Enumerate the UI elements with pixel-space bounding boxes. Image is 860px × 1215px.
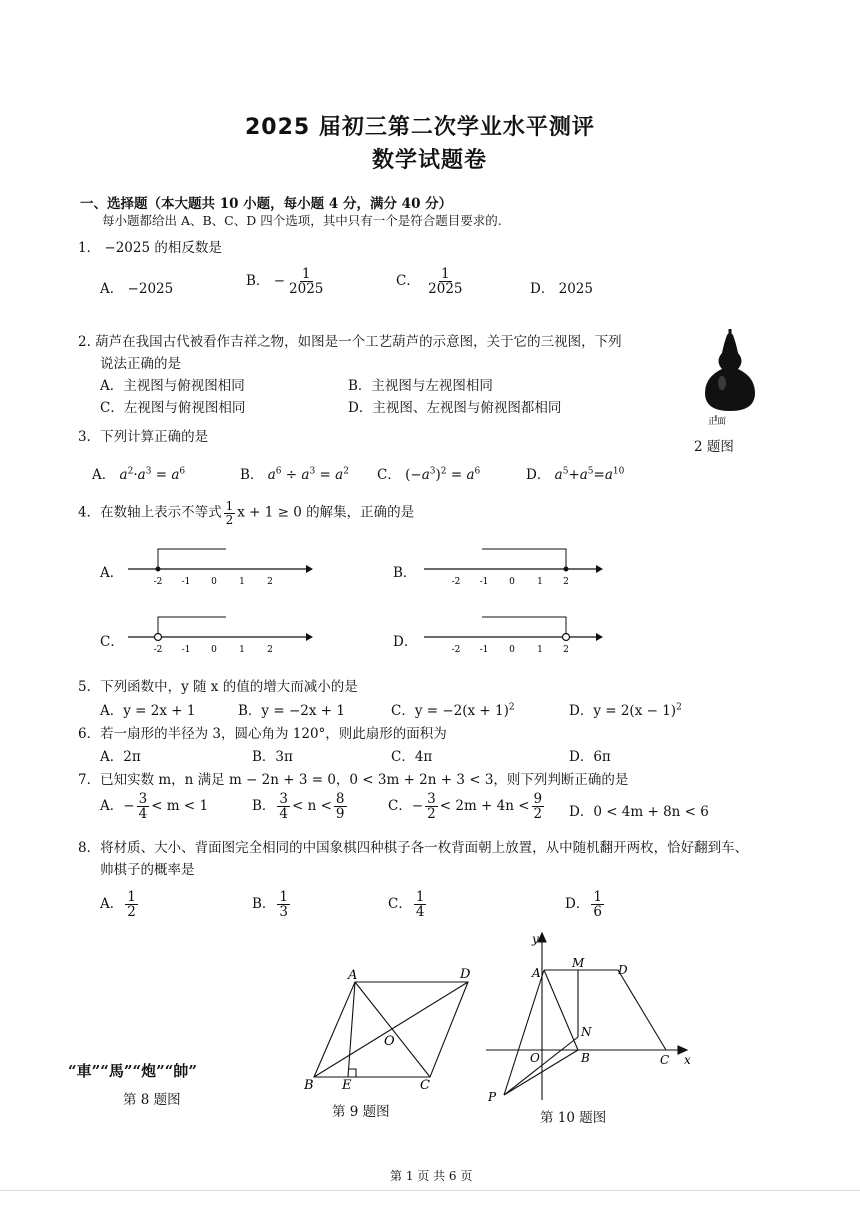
q5-option-b: B．y = −2x + 1: [238, 703, 345, 719]
q2-stem-line2: 说法正确的是: [100, 356, 181, 372]
q4-label-b: B．: [393, 565, 417, 581]
segment-ab: [544, 970, 578, 1050]
svg-text:1: 1: [537, 577, 543, 587]
q6-option-c: C．4π: [391, 749, 433, 765]
q2-caption: 2 题图: [694, 439, 734, 455]
svg-text:-2: -2: [153, 645, 163, 655]
q5-stem: 5．下列函数中，y 随 x 的值的增大而减小的是: [78, 679, 358, 695]
svg-text:C: C: [420, 1078, 430, 1093]
svg-text:2: 2: [563, 645, 569, 655]
y-axis-arrow: [538, 933, 546, 942]
diagonal-bd: [314, 982, 468, 1077]
q2-option-d: D．主视图、左视图与俯视图都相同: [348, 400, 562, 416]
svg-text:-2: -2: [451, 577, 461, 587]
q1-stem: 1． −2025 的相反数是: [78, 240, 222, 256]
q8-option-b: B． $\frac{1}{3}$: [252, 889, 289, 921]
segment-adc: [544, 970, 666, 1050]
q7-option-b: B． $\frac{3}{4}$ < n < $\frac{8}{9}$: [252, 791, 345, 823]
svg-text:A: A: [532, 966, 541, 980]
q3-option-a: A． $a^2\cdot a^3 = a^6$: [92, 466, 186, 483]
q4-numberline-a: [128, 540, 313, 590]
segment-pb: [504, 1050, 578, 1095]
q5-option-c: C．$y = -2(x + 1)^2$: [391, 702, 515, 719]
svg-text:E: E: [342, 1078, 352, 1093]
svg-text:0: 0: [509, 577, 515, 587]
q8-caption: 第 8 题图: [123, 1092, 181, 1108]
svg-text:2: 2: [267, 645, 273, 655]
q7-stem: 7．已知实数 m，n 满足 m − 2n + 3 = 0，0 < 3m + 2n + 3 < 3，则下列判断正确的是: [78, 772, 629, 788]
svg-text:0: 0: [211, 645, 217, 655]
q6-option-d: D．6π: [569, 749, 611, 765]
q5-option-a: A．y = 2x + 1: [100, 703, 196, 719]
svg-text:x: x: [684, 1053, 691, 1067]
q4-numberline-c: [128, 608, 313, 658]
q2-option-a: A．主视图与俯视图相同: [100, 378, 245, 394]
svg-text:1: 1: [537, 645, 543, 655]
svg-text:M: M: [572, 956, 585, 970]
q3-option-d: D． $a^5+a^5=a^{10}$: [526, 466, 625, 483]
q8-option-c: C． $\frac{1}{4}$: [388, 889, 425, 921]
q4-label-a: A．: [100, 565, 124, 581]
q8-stem-line1: 8．将材质、大小、背面图完全相同的中国象棋四种棋子各一枚背面朝上放置，从中随机翻开两枚，恰好翻到车、: [78, 840, 749, 856]
q3-option-c: C． $(-a^3)^2 = a^6$: [377, 466, 481, 483]
svg-text:C: C: [660, 1053, 670, 1067]
svg-text:2: 2: [267, 577, 273, 587]
svg-text:N: N: [581, 1025, 592, 1039]
q2-option-b: B．主视图与左视图相同: [348, 378, 493, 394]
segment-ap: [504, 970, 544, 1095]
svg-text:A: A: [348, 968, 358, 983]
svg-text:O: O: [384, 1034, 395, 1049]
svg-text:O: O: [530, 1051, 540, 1065]
svg-text:-1: -1: [181, 645, 191, 655]
q4-stem: 4．在数轴上表示不等式 $\frac{1}{2}$ x + 1 ≥ 0 的解集，正确的是: [78, 499, 415, 527]
q4-label-d: D．: [393, 634, 418, 650]
figure-9-parallelogram: [300, 965, 490, 1095]
q5-option-d: D．$y = 2(x - 1)^2$: [569, 702, 682, 719]
svg-text:0: 0: [211, 577, 217, 587]
svg-text:-2: -2: [451, 645, 461, 655]
svg-text:1: 1: [239, 645, 245, 655]
svg-text:1: 1: [239, 577, 245, 587]
svg-text:2: 2: [563, 577, 569, 587]
q4-numberline-b: [424, 540, 604, 590]
svg-text:D: D: [618, 963, 628, 977]
q7-option-a: A．− $\frac{3}{4}$ < m < 1: [100, 791, 209, 823]
svg-text:0: 0: [509, 645, 515, 655]
q6-option-a: A．2π: [100, 749, 141, 765]
figure-10-caption: 第 10 题图: [540, 1110, 607, 1126]
svg-text:-1: -1: [479, 577, 489, 587]
q1-option-c: C． $\frac{1}{2025}$: [396, 266, 463, 298]
q8-option-d: D． $\frac{1}{6}$: [565, 889, 602, 921]
q4-numberline-d: [424, 608, 604, 658]
q6-option-b: B．3π: [252, 749, 293, 765]
q2-option-c: C．左视图与俯视图相同: [100, 400, 246, 416]
segment-np: [504, 1037, 578, 1095]
q3-option-b: B． $a^6 \div a^3 = a^2$: [240, 466, 349, 483]
footer-divider: [0, 1190, 860, 1191]
exam-title: 2025 届初三第二次学业水平测评: [245, 115, 595, 140]
gourd-front-label: 正面: [708, 417, 727, 427]
q1-option-a: A． −2025: [100, 281, 174, 297]
svg-text:y: y: [532, 932, 539, 946]
svg-text:-2: -2: [153, 577, 163, 587]
svg-text:B: B: [304, 1078, 314, 1093]
q4-label-c: C．: [100, 634, 124, 650]
q7-option-d: D．0 < 4m + 8n < 6: [569, 804, 709, 820]
svg-text:-1: -1: [479, 645, 489, 655]
q1-option-d: D． 2025: [530, 281, 593, 297]
section-instruction: 每小题都给出 A、B、C、D 四个选项，其中只有一个是符合题目要求的.: [102, 213, 502, 228]
q8-option-a: A． $\frac{1}{2}$: [100, 889, 136, 921]
page-number: 第 1 页 共 6 页: [390, 1169, 473, 1183]
q8-stem-line2: 帅棋子的概率是: [100, 862, 195, 878]
q2-stem-line1: 2. 葫芦在我国古代被看作吉祥之物，如图是一个工艺葫芦的示意图，关于它的三视图，下列: [78, 334, 622, 350]
svg-text:P: P: [488, 1090, 497, 1104]
svg-text:D: D: [460, 967, 471, 982]
chess-pieces: “車”“馬”“炮”“帥”: [68, 1062, 198, 1080]
q3-stem: 3．下列计算正确的是: [78, 429, 209, 445]
q7-option-c: C．− $\frac{3}{2}$ < 2m + 4n < $\frac{9}{2}$: [388, 791, 543, 823]
q6-stem: 6．若一扇形的半径为 3，圆心角为 120°，则此扇形的面积为: [78, 726, 447, 742]
q1-option-b: B． − $\frac{1}{2025}$: [246, 266, 324, 298]
right-angle-mark: [348, 1069, 356, 1077]
section-heading: 一、选择题（本大题共 10 小题，每小题 4 分，满分 40 分）: [80, 196, 453, 212]
figure-9-caption: 第 9 题图: [332, 1104, 390, 1120]
svg-text:B: B: [581, 1051, 590, 1065]
diagonal-ac: [355, 982, 430, 1077]
svg-text:-1: -1: [181, 577, 191, 587]
figure-10-coordinate: [480, 925, 695, 1105]
exam-subtitle: 数学试题卷: [372, 148, 488, 173]
